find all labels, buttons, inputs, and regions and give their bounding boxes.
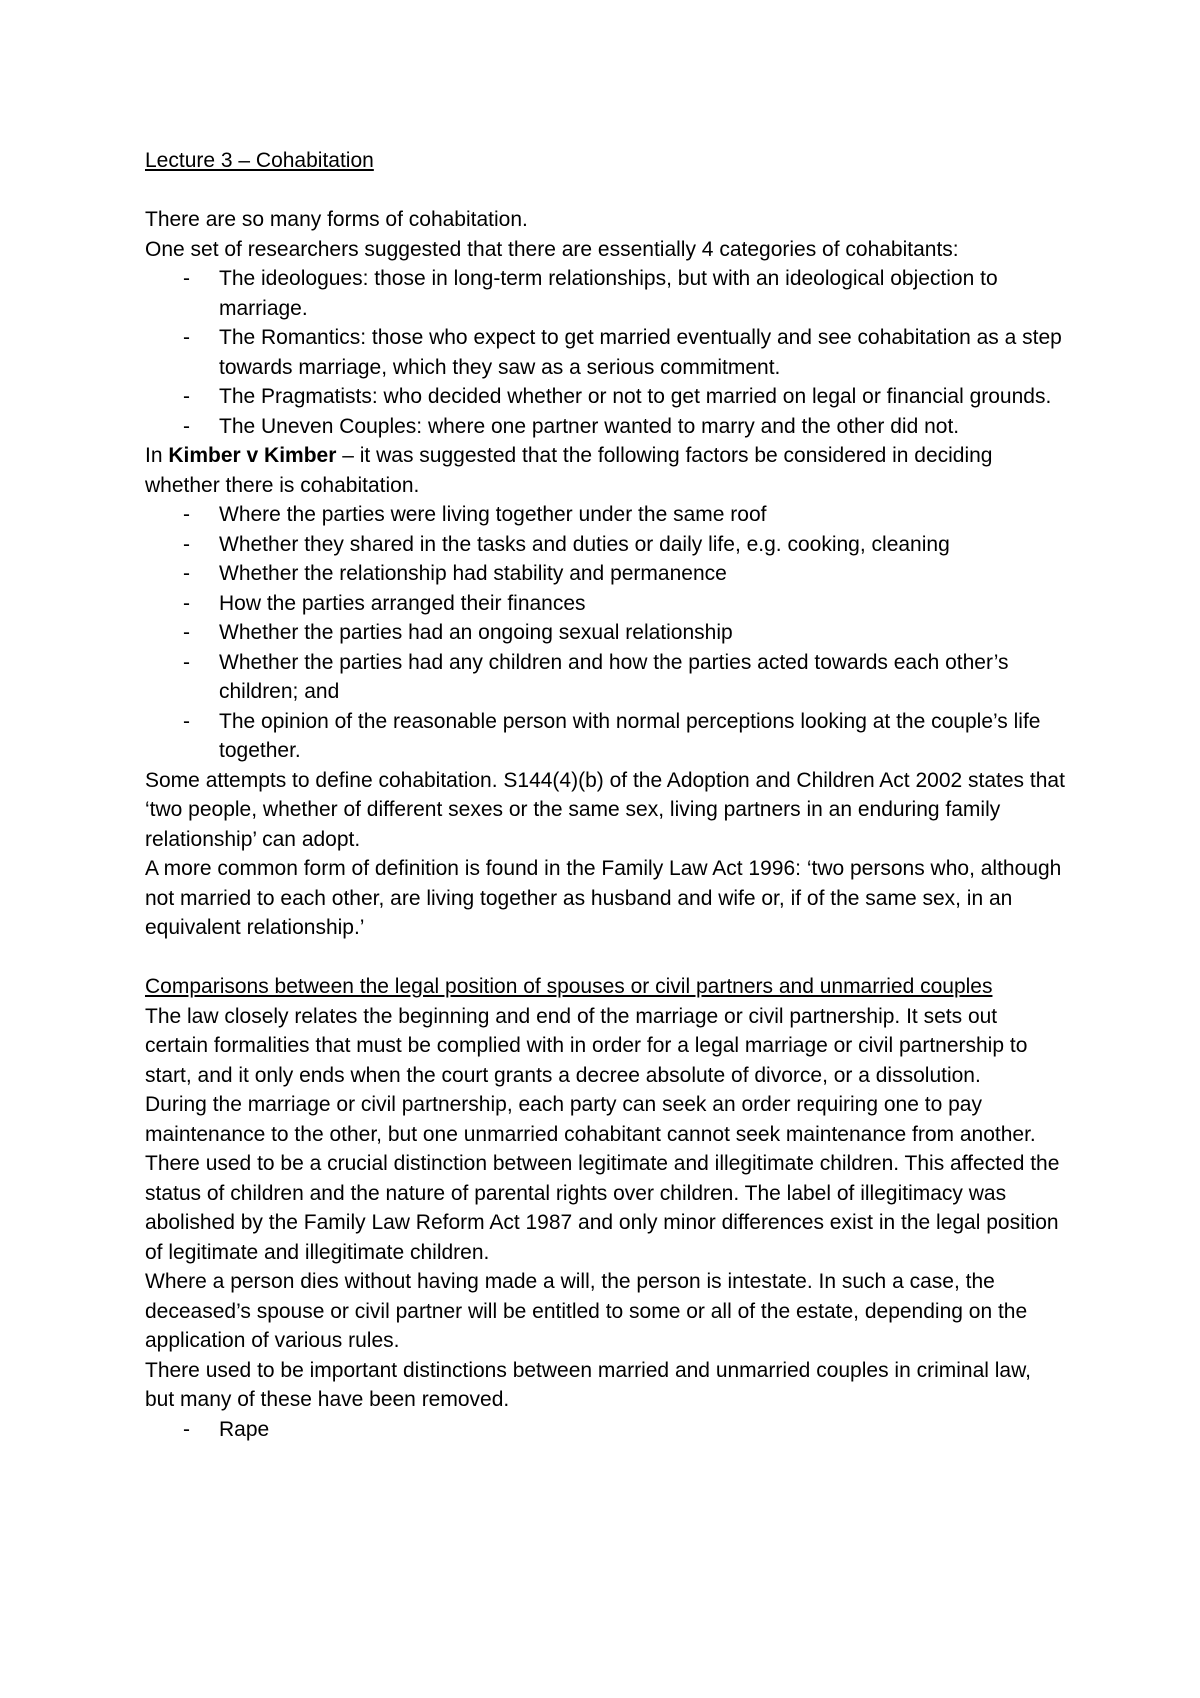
list-item: - Whether the relationship had stability and permanence <box>145 559 1065 589</box>
list-item: - How the parties arranged their finances <box>145 589 1065 619</box>
list-item: - The ideologues: those in long-term relationships, but with an ideological objection to marriage. <box>145 264 1065 323</box>
comparison-paragraph-2: During the marriage or civil partnership, each party can seek an order requiring one to pay maintenance to the other, but one unmarried cohabitant cannot seek maintenance from another. <box>145 1093 1036 1146</box>
intro-paragraph-1: There are so many forms of cohabitation. <box>145 208 528 231</box>
list-item: - The Romantics: those who expect to get married eventually and see cohabitation as a step towards marriage, which they saw as a serious commitment. <box>145 323 1065 382</box>
comparison-paragraph-3: There used to be a crucial distinction between legitimate and illegitimate children. This affected the status of children and the nature of parental rights over children. The label of illegitimacy was abolished by the Family Law Reform Act 1987 and only minor differences exist in the legal position of legitimate and illegitimate children. <box>145 1152 1060 1264</box>
list-item: - The Pragmatists: who decided whether or not to get married on legal or financial grounds. <box>145 382 1065 412</box>
criminal-law-list <box>145 1415 1065 1445</box>
list-item: - The Uneven Couples: where one partner wanted to marry and the other did not. <box>145 412 1065 442</box>
kimber-paragraph <box>145 441 1065 500</box>
list-item: - Whether they shared in the tasks and duties or daily life, e.g. cooking, cleaning <box>145 530 1065 560</box>
intro-paragraph-2: One set of researchers suggested that there are essentially 4 categories of cohabitants: <box>145 237 959 261</box>
list-item: - The opinion of the reasonable person with normal perceptions looking at the couple’s life together. <box>145 707 1065 766</box>
document-page <box>145 146 1065 1444</box>
case-name: Kimber v Kimber <box>168 444 337 467</box>
definition-paragraph-2: A more common form of definition is found in the Family Law Act 1996: ‘two persons who, although not married to each other, are living together as husband and wife or, if of the same sex, in an equivalent relationship.’ <box>145 857 1062 939</box>
spacer <box>145 176 1065 206</box>
spacer <box>145 943 1065 973</box>
section-heading: Comparisons between the legal position of spouses or civil partners and unmarried couples <box>145 975 993 998</box>
definition-paragraph-1: Some attempts to define cohabitation. S144(4)(b) of the Adoption and Children Act 2002 states that ‘two people, whether of different sexes or the same sex, living partners in an enduring family relationship’ can adopt. <box>145 768 1065 851</box>
page-title: Lecture 3 – Cohabitation <box>145 149 374 172</box>
comparison-paragraph-4: Where a person dies without having made a will, the person is intestate. In such a case, the deceased’s spouse or civil partner will be entitled to some or all of the estate, depending on the application of various rules. <box>145 1270 1028 1352</box>
categories-list <box>145 264 1065 441</box>
kimber-rest: – it was suggested that the following factors be considered in deciding whether there is cohabitation. <box>145 444 993 497</box>
list-item: - Rape <box>145 1415 1065 1445</box>
list-item: - Whether the parties had an ongoing sexual relationship <box>145 618 1065 648</box>
list-item: - Whether the parties had any children and how the parties acted towards each other’s children; and <box>145 648 1065 707</box>
comparison-paragraph-5: There used to be important distinctions between married and unmarried couples in criminal law, but many of these have been removed. <box>145 1358 1031 1411</box>
list-item: - Where the parties were living together under the same roof <box>145 500 1065 530</box>
comparison-paragraph-1: The law closely relates the beginning and end of the marriage or civil partnership. It sets out certain formalities that must be complied with in order for a legal marriage or civil partnership to start, and it only ends when the court grants a decree absolute of divorce, or a dissolution. <box>145 1004 1028 1087</box>
kimber-prefix: In <box>145 444 169 467</box>
factors-list <box>145 500 1065 766</box>
